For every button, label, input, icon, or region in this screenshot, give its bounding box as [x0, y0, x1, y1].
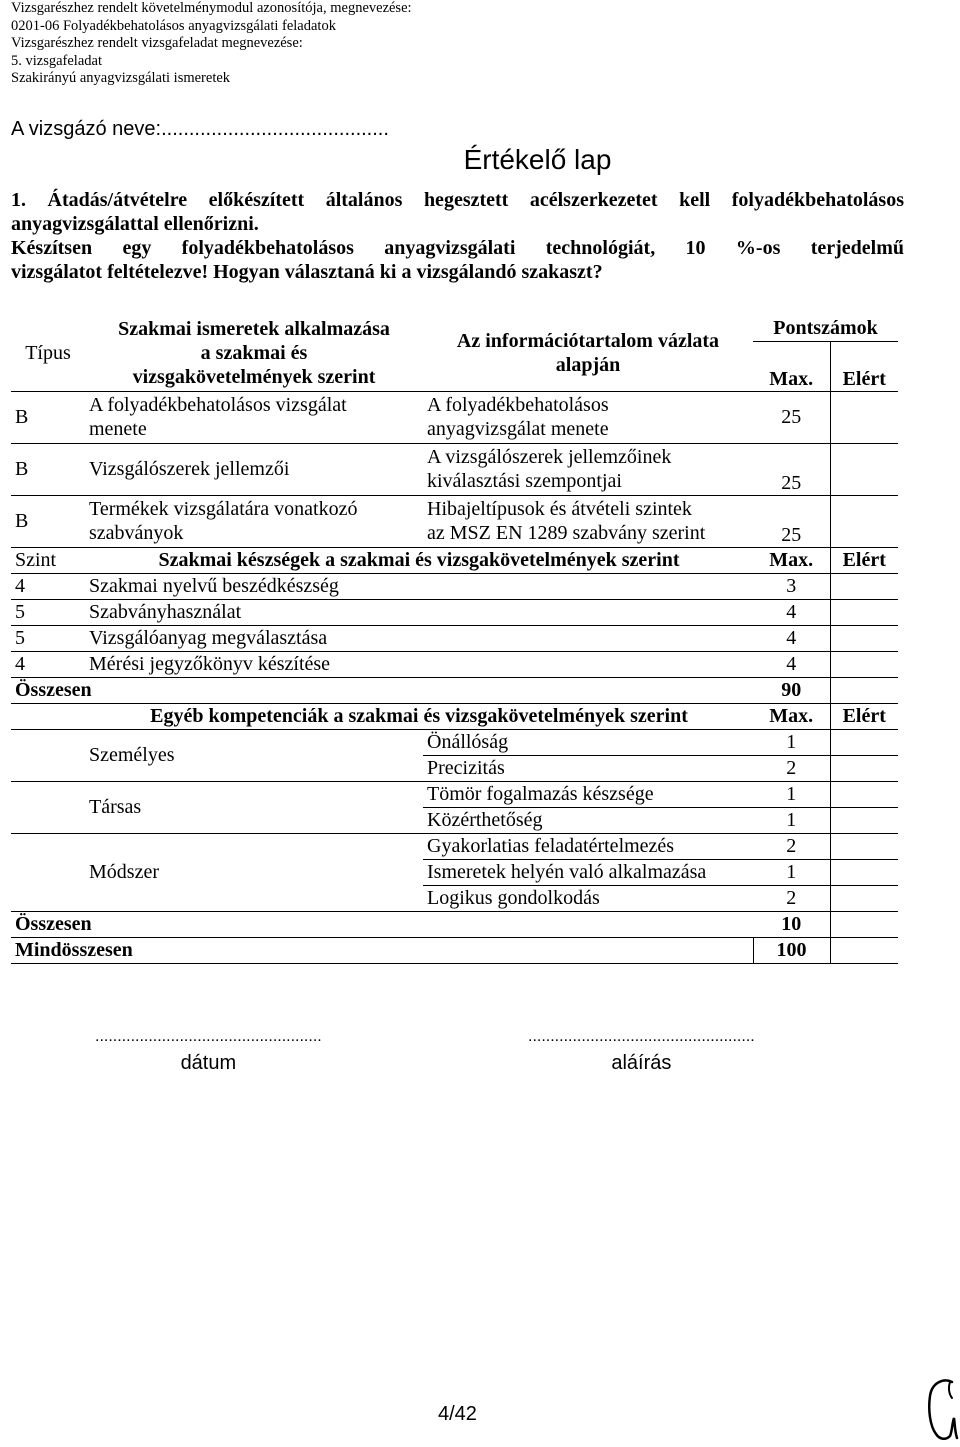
level-cell: 5: [11, 599, 85, 625]
group-cell: Személyes: [85, 729, 423, 781]
level-cell: 5: [11, 625, 85, 651]
max-cell: 25: [753, 495, 830, 547]
achieved-cell[interactable]: [830, 651, 898, 677]
achieved-cell[interactable]: [830, 833, 898, 859]
max-cell: 4: [753, 599, 830, 625]
achieved-cell[interactable]: [830, 495, 898, 547]
info-cell: [423, 495, 753, 547]
task-line: anyagvizsgálattal ellenőrizni.: [11, 213, 259, 235]
competency-cell: Precizitás: [427, 757, 505, 779]
other-header: Egyéb kompetenciák a szakmai és vizsgakövetelmények szerint: [85, 703, 753, 729]
header-line: Szakirányú anyagvizsgálati ismeretek: [11, 70, 231, 86]
subtotal-label: Összesen: [11, 677, 753, 703]
col-header-knowledge: [85, 315, 423, 391]
max-cell: 1: [753, 807, 830, 833]
achieved-cell[interactable]: [830, 625, 898, 651]
type-cell: B: [11, 495, 85, 547]
signature-dots: ...................................................: [528, 1028, 755, 1045]
skill-cell: Vizsgálóanyag megválasztása: [85, 625, 753, 651]
max-cell: 2: [753, 833, 830, 859]
subtotal-row: [11, 677, 898, 703]
table-row: [11, 495, 898, 547]
col-header-info: [423, 315, 753, 391]
table-row: [11, 729, 898, 755]
col-header-level: Szint: [11, 547, 85, 573]
col-header-points: Pontszámok: [773, 316, 878, 339]
max-cell: 2: [753, 755, 830, 781]
grand-total-row: [11, 937, 898, 963]
task-line: 1. Átadás/átvételre előkészített általános hegesztett acélszerkezetet kell folyadékbehatolásos: [11, 189, 904, 211]
topic-cell: [85, 443, 423, 495]
col-header-achieved: Elért: [830, 703, 898, 729]
col-header-line: a szakmai és: [200, 341, 308, 364]
header-line: Vizsgarészhez rendelt követelménymodul azonosítója, megnevezése:: [11, 0, 412, 16]
group-cell: Társas: [85, 781, 423, 833]
competency-cell: Tömör fogalmazás készsége: [423, 781, 753, 807]
subtotal-row: [11, 911, 898, 937]
achieved-cell[interactable]: [830, 807, 898, 833]
achieved-cell[interactable]: [830, 599, 898, 625]
col-header-type: Típus: [25, 341, 71, 364]
topic-line: A folyadékbehatolásos vizsgálat: [89, 394, 347, 416]
table-row: [11, 443, 898, 495]
type-cell: B: [11, 391, 85, 443]
level-cell: 4: [11, 651, 85, 677]
table-row: [11, 599, 898, 625]
info-line: A folyadékbehatolásos: [427, 394, 609, 416]
topic-cell: [85, 495, 423, 547]
info-line: az MSZ EN 1289 szabvány szerint: [427, 522, 706, 544]
info-cell: [423, 391, 753, 443]
achieved-cell[interactable]: [830, 443, 898, 495]
competency-cell: Ismeretek helyén való alkalmazása: [423, 859, 753, 885]
topic-line: menete: [89, 418, 147, 440]
col-header-max: Max.: [753, 703, 830, 729]
task-line: Készítsen egy folyadékbehatolásos anyagvizsgálati technológiát, 10 %-os terjedelmű: [11, 237, 904, 259]
topic-line: Vizsgálószerek jellemzői: [89, 458, 290, 480]
achieved-cell[interactable]: [830, 755, 898, 781]
max-cell: 4: [753, 651, 830, 677]
achieved-cell[interactable]: [830, 781, 898, 807]
date-signature-block: [95, 1028, 322, 1075]
date-dots: ...................................................: [95, 1028, 322, 1045]
achieved-cell[interactable]: [830, 391, 898, 443]
col-header-line: vizsgakövetelmények szerint: [132, 365, 376, 388]
col-header-max: Max.: [753, 341, 830, 391]
col-header-line: Az információtartalom vázlata: [456, 329, 720, 352]
competency-cell: Gyakorlatias feladatértelmezés: [423, 833, 753, 859]
header-line: 5. vizsgafeladat: [11, 52, 102, 69]
max-cell: 4: [753, 625, 830, 651]
max-cell: 3: [753, 573, 830, 599]
achieved-cell[interactable]: [830, 911, 898, 937]
achieved-cell[interactable]: [830, 859, 898, 885]
signature-label: aláírás: [611, 1052, 672, 1074]
max-cell: 1: [753, 729, 830, 755]
info-cell: [423, 443, 753, 495]
info-line: A vizsgálószerek jellemzőinek: [427, 446, 672, 468]
achieved-cell[interactable]: [830, 573, 898, 599]
subtotal-max: 90: [753, 677, 830, 703]
skill-cell: Szakmai nyelvű beszédkészség: [85, 573, 753, 599]
info-line: kiválasztási szempontjai: [427, 470, 622, 492]
level-cell: 4: [11, 573, 85, 599]
topic-line: szabványok: [89, 522, 184, 544]
grand-total-max: 100: [753, 937, 830, 963]
col-header-line: Szakmai ismeretek alkalmazása: [118, 317, 390, 340]
max-cell: 1: [753, 859, 830, 885]
achieved-cell[interactable]: [830, 937, 898, 963]
max-cell: 25: [753, 443, 830, 495]
table-row: [11, 651, 898, 677]
table-row: [11, 391, 898, 443]
competency-cell: Önállóság: [423, 729, 753, 755]
table-row: [11, 703, 898, 729]
subtotal-max: 10: [753, 911, 830, 937]
topic-cell: [85, 391, 423, 443]
achieved-cell[interactable]: [830, 729, 898, 755]
skill-cell: Szabványhasználat: [85, 599, 753, 625]
group-cell: Módszer: [85, 833, 423, 911]
col-header-achieved: Elért: [830, 547, 898, 573]
logo-icon: [922, 1374, 960, 1444]
max-cell: 1: [753, 781, 830, 807]
max-cell: 25: [753, 391, 830, 443]
col-header-achieved: Elért: [830, 341, 898, 391]
type-cell: B: [11, 443, 85, 495]
candidate-name-field: A vizsgázó neve:.........................................: [11, 118, 389, 140]
header-line: Vizsgarészhez rendelt vizsgafeladat megnevezése:: [11, 35, 303, 51]
page-title: Értékelő lap: [463, 144, 612, 175]
signature-block: [528, 1028, 755, 1075]
col-header-max: Max.: [753, 547, 830, 573]
table-row: [11, 625, 898, 651]
page-header: [11, 0, 412, 88]
task-line: vizsgálatot feltételezve! Hogyan választaná ki a vizsgálandó szakaszt?: [11, 261, 603, 283]
evaluation-table: [11, 315, 898, 964]
achieved-cell[interactable]: [830, 885, 898, 911]
competency-cell: Közérthetőség: [427, 809, 543, 831]
table-row: [11, 573, 898, 599]
table-row: [11, 833, 898, 859]
table-row: [11, 547, 898, 573]
task-description: [11, 188, 904, 284]
grand-total-label: Mindösszesen: [11, 937, 753, 963]
col-header-line: alapján: [555, 353, 621, 376]
competency-cell: Logikus gondolkodás: [427, 887, 600, 909]
topic-line: Termékek vizsgálatára vonatkozó: [89, 498, 358, 520]
skills-header: Szakmai készségek a szakmai és vizsgakövetelmények szerint: [85, 547, 753, 573]
achieved-cell[interactable]: [830, 677, 898, 703]
skill-cell: Mérési jegyzőkönyv készítése: [85, 651, 753, 677]
page-number: 4/42: [438, 1403, 477, 1425]
info-line: anyagvizsgálat menete: [427, 418, 609, 440]
header-line: 0201-06 Folyadékbehatolásos anyagvizsgálati feladatok: [11, 17, 336, 34]
table-row: [11, 781, 898, 807]
subtotal-label: Összesen: [11, 911, 753, 937]
max-cell: 2: [753, 885, 830, 911]
info-line: Hibajeltípusok és átvételi szintek: [427, 498, 692, 520]
date-label: dátum: [180, 1052, 237, 1074]
